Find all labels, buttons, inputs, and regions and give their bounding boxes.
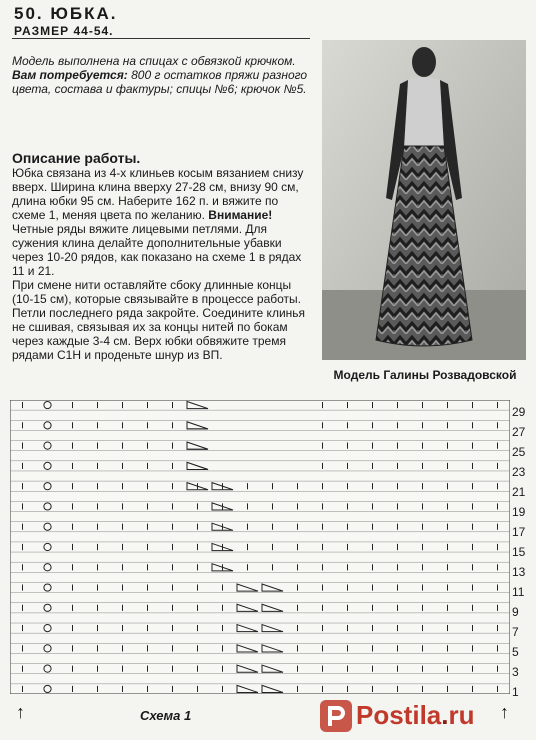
watermark-dot: . bbox=[441, 700, 449, 730]
row-label-11: 11 bbox=[512, 585, 525, 599]
row-label-1: 1 bbox=[512, 685, 519, 699]
direction-arrow-right: ↑ bbox=[500, 702, 509, 722]
watermark-brand: Postila bbox=[356, 700, 442, 730]
materials-text bbox=[12, 68, 308, 96]
row-label-13: 13 bbox=[512, 565, 526, 579]
materials-value: 800 г остатков пряжи разного цвета, состава и фактуры; спицы №6; крючок №5. bbox=[12, 68, 308, 96]
size-label: РАЗМЕР bbox=[14, 24, 70, 38]
row-label-27: 27 bbox=[512, 425, 526, 439]
description-p1a: Юбка связана из 4-х клиньев косым вязанием снизу вверх. Ширина клина вверху 27-28 см, внизу 90 см, длина юбки 95 см. Наберите 162 п. и вяжите по схеме 1, меняя цвета по желанию. bbox=[12, 166, 304, 222]
header-rule bbox=[12, 38, 310, 39]
description-title: Описание работы. bbox=[12, 150, 141, 166]
direction-arrow-left: ↑ bbox=[16, 702, 25, 722]
description-body bbox=[12, 166, 310, 362]
scheme-label: Схема 1 bbox=[140, 708, 192, 723]
row-label-25: 25 bbox=[512, 445, 526, 459]
watermark bbox=[318, 696, 532, 736]
photo-caption: Модель Галины Розвадовской bbox=[333, 368, 517, 382]
skirt-photo bbox=[322, 40, 526, 360]
header-size bbox=[14, 24, 114, 38]
header-number: 50. ЮБКА. bbox=[14, 4, 118, 23]
row-label-19: 19 bbox=[512, 505, 526, 519]
description-attention: Внимание! bbox=[208, 208, 273, 222]
description-p1b: Четные ряды вяжите лицевыми петлями. Для сужения клина делайте дополнительные убавки через 10-20 рядов, как показано на схеме 1 в рядах 11 и 21. bbox=[12, 222, 302, 278]
row-label-9: 9 bbox=[512, 605, 519, 619]
row-label-5: 5 bbox=[512, 645, 519, 659]
watermark-logo-icon bbox=[318, 698, 354, 734]
intro-block bbox=[12, 54, 308, 96]
model-text: Модель выполнена на спицах с обвязкой крючком. bbox=[12, 54, 296, 68]
row-label-7: 7 bbox=[512, 625, 519, 639]
row-label-3: 3 bbox=[512, 665, 519, 679]
skirt-photo-illustration bbox=[322, 40, 526, 360]
row-label-23: 23 bbox=[512, 465, 526, 479]
materials-label: Вам потребуется: bbox=[12, 68, 128, 82]
row-label-15: 15 bbox=[512, 545, 526, 559]
description-paragraph-1 bbox=[12, 166, 310, 278]
row-label-21: 21 bbox=[512, 485, 526, 499]
watermark-tld: ru bbox=[448, 700, 475, 730]
size-value: 44-54. bbox=[73, 24, 114, 38]
knitting-chart bbox=[10, 400, 510, 694]
watermark-text bbox=[356, 700, 474, 731]
row-label-17: 17 bbox=[512, 525, 526, 539]
row-label-29: 29 bbox=[512, 405, 526, 419]
description-paragraph-2: При смене нити оставляйте сбоку длинные концы (10-15 см), которые связывайте в процессе работы. Петли последнего ряда закройте. Соедините клинья не сшивая, связывая их за концы нитей по бокам через каждые 3-4 см. Верх юбки обвяжите тремя рядами С1Н и проденьте шнур из ВП. bbox=[12, 278, 306, 362]
